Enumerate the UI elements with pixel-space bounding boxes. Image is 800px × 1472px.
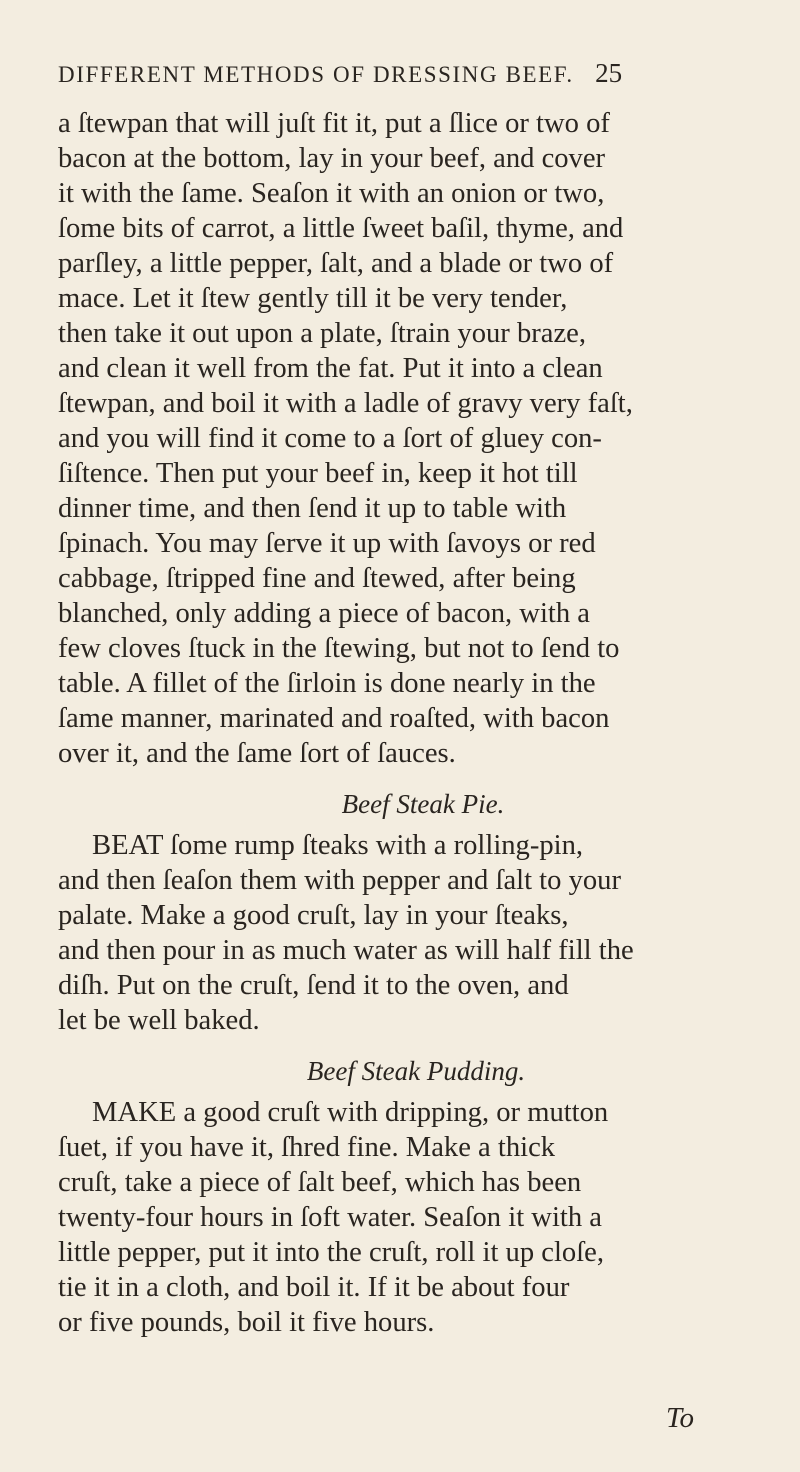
body-text: [58, 106, 764, 1340]
text-line: it with the ſame. Seaſon it with an onion or two,: [58, 178, 605, 209]
text-line: palate. Make a good cruſt, lay in your ſteaks,: [58, 900, 569, 931]
text-line: ſiſtence. Then put your beef in, keep it hot till: [58, 458, 578, 489]
text-line: mace. Let it ſtew gently till it be very tender,: [58, 283, 568, 314]
text-line: cabbage, ſtripped fine and ſtewed, after being: [58, 563, 576, 594]
text-line: few cloves ſtuck in the ſtewing, but not to ſend to: [58, 633, 620, 664]
text-line: ſpinach. You may ſerve it up with ſavoys or red: [58, 528, 596, 559]
page-number: 25: [595, 58, 623, 88]
section-heading-beef-steak-pudding: Beef Steak Pudding.: [306, 1056, 526, 1086]
text-line: and you will find it come to a ſort of gluey con-: [58, 423, 602, 454]
catchword: To: [666, 1402, 694, 1434]
text-line: table. A fillet of the ſirloin is done nearly in the: [58, 668, 596, 699]
text-line: or five pounds, boil it five hours.: [58, 1307, 435, 1338]
text-line: ſuet, if you have it, ſhred fine. Make a thick: [58, 1132, 556, 1163]
paragraph-beef-steak-pudding: [58, 1095, 764, 1340]
paragraph-braised-beef: [58, 106, 764, 771]
text-line: and clean it well from the fat. Put it into a clean: [58, 353, 603, 384]
text-line: and then pour in as much water as will half fill the: [58, 935, 634, 966]
text-line: diſh. Put on the cruſt, ſend it to the oven, and: [58, 970, 569, 1001]
text-line: MAKE a good cruſt with dripping, or mutton: [92, 1097, 609, 1128]
text-line: bacon at the bottom, lay in your beef, and cover: [58, 143, 606, 174]
text-line: cruſt, take a piece of ſalt beef, which has been: [58, 1167, 582, 1198]
text-line: and then ſeaſon them with pepper and ſalt to your: [58, 865, 621, 896]
text-line: little pepper, put it into the cruſt, roll it up cloſe,: [58, 1237, 604, 1268]
paragraph-beef-steak-pie: [58, 828, 764, 1038]
running-header: [58, 58, 758, 89]
text-line: a ſtewpan that will juſt fit it, put a ſlice or two of: [58, 108, 610, 139]
text-line: parſley, a little pepper, ſalt, and a blade or two of: [58, 248, 614, 279]
running-title: DIFFERENT METHODS OF DRESSING BEEF.: [58, 62, 574, 87]
text-line: tie it in a cloth, and boil it. If it be about four: [58, 1272, 570, 1303]
text-line: ſome bits of carrot, a little ſweet baſil, thyme, and: [58, 213, 624, 244]
section-heading-beef-steak-pie: Beef Steak Pie.: [341, 789, 505, 819]
text-line: ſtewpan, and boil it with a ladle of gravy very faſt,: [58, 388, 633, 419]
text-line: let be well baked.: [58, 1005, 260, 1036]
text-line: dinner time, and then ſend it up to table with: [58, 493, 567, 524]
text-line: blanched, only adding a piece of bacon, with a: [58, 598, 590, 629]
text-line: then take it out upon a plate, ſtrain your braze,: [58, 318, 587, 349]
text-line: BEAT ſome rump ſteaks with a rolling-pin,: [92, 830, 584, 861]
text-line: ſame manner, marinated and roaſted, with bacon: [58, 703, 610, 734]
text-line: twenty-four hours in ſoft water. Seaſon it with a: [58, 1202, 602, 1233]
text-line: over it, and the ſame ſort of ſauces.: [58, 738, 456, 769]
